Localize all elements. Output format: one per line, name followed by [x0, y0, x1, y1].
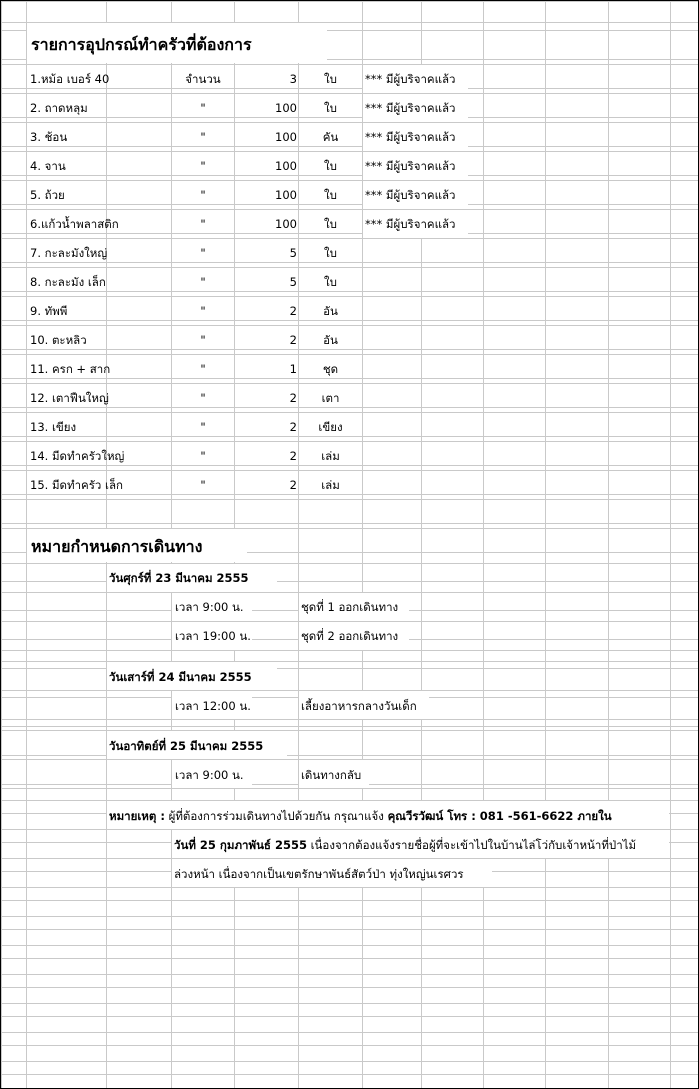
remark-text: ล่วงหน้า เนื่องจากเป็นเขตรักษาพันธ์สัตว์ป่า ทุ่งใหญ่นเรศวร — [174, 867, 464, 881]
equipment-unit: คัน — [322, 130, 339, 144]
grid-line — [1, 887, 698, 888]
equipment-title: รายการอุปกรณ์ทำครัวที่ต้องการ — [31, 35, 252, 54]
grid-line — [1, 788, 698, 789]
equipment-qty-label: " — [200, 420, 206, 434]
grid-line — [608, 1, 609, 1088]
schedule-desc: ชุดที่ 2 ออกเดินทาง — [301, 629, 399, 643]
grid-line — [1, 499, 698, 500]
remark-line-3 — [174, 867, 464, 881]
equipment-qty: 100 — [275, 130, 297, 144]
remark-line-1 — [109, 809, 612, 823]
equipment-qty: 5 — [289, 246, 297, 260]
equipment-item: 14. มีดทำครัวใหญ่ — [30, 449, 125, 463]
grid-line — [1, 412, 698, 413]
grid-line — [1, 730, 698, 731]
remark-text: ผู้ที่ต้องการร่วมเดินทางไปด้วยกัน กรุณาแจ้ง — [168, 809, 384, 823]
equipment-qty-label: " — [200, 304, 206, 318]
grid-line — [1, 267, 698, 268]
equipment-qty-label: " — [200, 275, 206, 289]
grid-line — [1, 1061, 698, 1062]
equipment-qty-label: " — [200, 130, 206, 144]
equipment-item: 15. มีดทำครัว เล็ก — [30, 478, 123, 492]
grid-line — [1, 151, 698, 152]
equipment-item: 7. กะละมังใหญ่ — [30, 246, 108, 260]
equipment-qty-label: " — [200, 246, 206, 260]
grid-line — [1, 945, 698, 946]
equipment-qty-label: " — [200, 449, 206, 463]
equipment-unit: เขียง — [318, 420, 343, 434]
schedule-time: เวลา 12:00 น. — [175, 699, 251, 713]
grid-line — [1, 325, 698, 326]
grid-line — [1, 122, 698, 123]
equipment-qty-label: " — [200, 478, 206, 492]
equipment-unit: อัน — [323, 304, 338, 318]
remark-label: หมายเหตุ : — [109, 809, 165, 823]
schedule-time: เวลา 19:00 น. — [175, 629, 251, 643]
equipment-qty-label: " — [200, 159, 206, 173]
grid-line — [1, 1003, 698, 1004]
equipment-note: *** มีผู้บริจาคแล้ว — [365, 159, 456, 173]
grid-line — [1, 296, 698, 297]
equipment-qty: 2 — [289, 304, 297, 318]
schedule-date: วันอาทิตย์ที่ 25 มีนาคม 2555 — [109, 739, 264, 753]
grid-line — [1, 354, 698, 355]
equipment-item: 8. กะละมัง เล็ก — [30, 275, 106, 289]
equipment-unit: ใบ — [324, 159, 337, 173]
remark-deadline: วันที่ 25 กุมภาพันธ์ 2555 — [174, 838, 307, 852]
equipment-item: 6.แก้วน้ำพลาสติก — [30, 217, 119, 231]
equipment-item: 13. เขียง — [30, 420, 77, 434]
equipment-qty: 100 — [275, 101, 297, 115]
equipment-item: 11. ครก + สาก — [30, 362, 111, 376]
equipment-unit: อัน — [323, 333, 338, 347]
grid-line — [1, 209, 698, 210]
grid-line — [483, 1, 484, 1088]
equipment-qty-label: " — [200, 188, 206, 202]
equipment-qty-label: จำนวน — [185, 72, 221, 86]
equipment-unit: ใบ — [324, 188, 337, 202]
equipment-unit: ใบ — [324, 275, 337, 289]
grid-line — [1, 180, 698, 181]
equipment-item: 12. เตาฟืนใหญ่ — [30, 391, 109, 405]
equipment-qty: 3 — [289, 72, 297, 86]
grid-line — [1, 650, 698, 651]
grid-line — [1, 719, 698, 720]
equipment-unit: ใบ — [324, 246, 337, 260]
equipment-unit: ใบ — [324, 101, 337, 115]
schedule-desc: ชุดที่ 1 ออกเดินทาง — [301, 600, 399, 614]
schedule-title: หมายกำหนดการเดินทาง — [31, 537, 203, 556]
remark-contact: คุณวีรวัฒน์ โทร : 081 -561-6622 ภายใน — [387, 809, 612, 823]
grid-line — [670, 1, 671, 1088]
equipment-qty-label: " — [200, 362, 206, 376]
equipment-qty: 100 — [275, 188, 297, 202]
equipment-item: 9. ทัพพี — [30, 304, 68, 318]
equipment-qty: 2 — [289, 391, 297, 405]
grid-line — [1, 238, 698, 239]
grid-line — [545, 1, 546, 1088]
equipment-item: 3. ช้อน — [30, 130, 68, 144]
equipment-qty: 1 — [289, 362, 297, 376]
equipment-unit: ใบ — [324, 217, 337, 231]
equipment-item: 10. ตะหลิว — [30, 333, 87, 347]
equipment-qty: 100 — [275, 217, 297, 231]
equipment-qty: 2 — [289, 420, 297, 434]
remark-line-2 — [174, 838, 636, 852]
equipment-item: 1.หม้อ เบอร์ 40 — [30, 72, 110, 86]
equipment-qty: 2 — [289, 333, 297, 347]
grid-line — [1, 916, 698, 917]
equipment-note: *** มีผู้บริจาคแล้ว — [365, 188, 456, 202]
schedule-date: วันเสาร์ที่ 24 มีนาคม 2555 — [109, 670, 252, 684]
schedule-time: เวลา 9:00 น. — [175, 600, 244, 614]
equipment-qty-label: " — [200, 333, 206, 347]
grid-line — [1, 974, 698, 975]
equipment-unit: เล่ม — [321, 449, 340, 463]
equipment-qty: 2 — [289, 449, 297, 463]
equipment-item: 4. จาน — [30, 159, 66, 173]
grid-line — [1, 93, 698, 94]
grid-line — [1, 441, 698, 442]
grid-line — [1, 1032, 698, 1033]
grid-line — [1, 563, 698, 564]
grid-line — [1, 383, 698, 384]
equipment-item: 5. ถ้วย — [30, 188, 65, 202]
equipment-unit: ใบ — [324, 72, 337, 86]
equipment-unit: เตา — [321, 391, 340, 405]
equipment-qty-label: " — [200, 391, 206, 405]
equipment-qty-label: " — [200, 217, 206, 231]
equipment-unit: ชุด — [322, 362, 339, 376]
grid-line — [1, 64, 698, 65]
equipment-note: *** มีผู้บริจาคแล้ว — [365, 101, 456, 115]
schedule-date: วันศุกร์ที่ 23 มีนาคม 2555 — [109, 571, 249, 585]
equipment-note: *** มีผู้บริจาคแล้ว — [365, 130, 456, 144]
schedule-desc: เดินทางกลับ — [301, 768, 362, 782]
equipment-qty: 5 — [289, 275, 297, 289]
equipment-qty: 2 — [289, 478, 297, 492]
equipment-note: *** มีผู้บริจาคแล้ว — [365, 72, 456, 86]
equipment-note: *** มีผู้บริจาคแล้ว — [365, 217, 456, 231]
schedule-time: เวลา 9:00 น. — [175, 768, 244, 782]
grid-line — [1, 470, 698, 471]
equipment-item: 2. ถาดหลุม — [30, 101, 88, 115]
equipment-qty: 100 — [275, 159, 297, 173]
grid-line — [1, 661, 698, 662]
equipment-qty-label: " — [200, 101, 206, 115]
schedule-desc: เลี้ยงอาหารกลางวันเด็ก — [301, 699, 417, 713]
remark-text: เนื่องจากต้องแจ้งรายชื่อผู้ที่จะเข้าไปในบ้านไล่โว่กับเจ้าหน้าที่ป่าไม้ — [310, 838, 637, 852]
equipment-unit: เล่ม — [321, 478, 340, 492]
